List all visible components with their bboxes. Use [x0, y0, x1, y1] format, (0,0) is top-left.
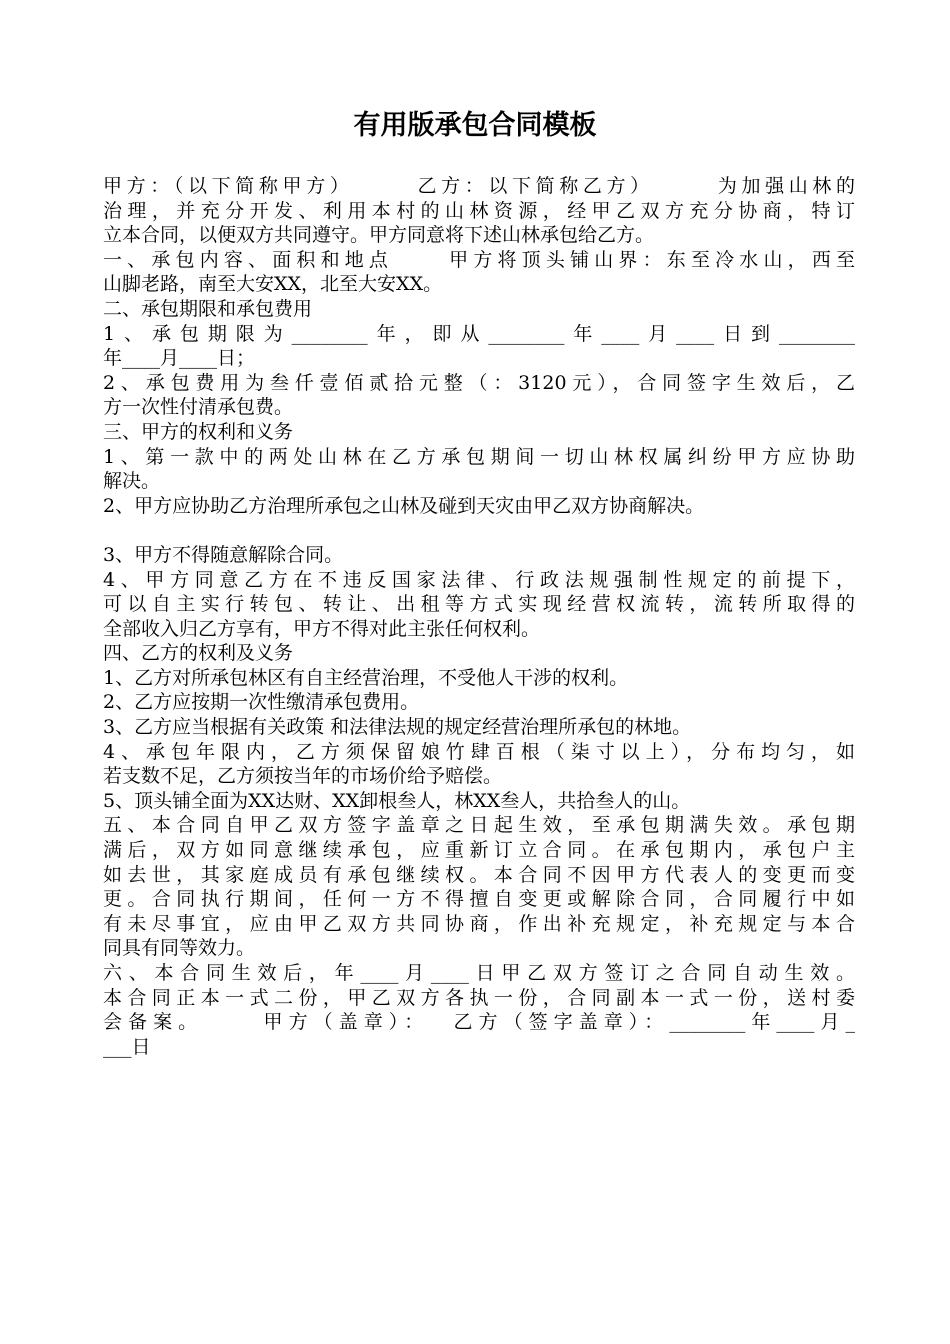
- text-line: 3、乙方应当根据有关政策 和法律法规的规定经营治理所承包的林地。: [103, 716, 692, 739]
- text-line: 3、甲方不得随意解除合同。: [103, 543, 344, 566]
- text-line: 1、乙方对所承包林区有自主经营治理，不受他人干涉的权利。: [103, 666, 629, 689]
- text-line: 二、承包期限和承包费用: [103, 297, 313, 320]
- text-line: 满后，双方如同意继续承包，应重新订立合同。在承包期内，承包户主: [103, 839, 855, 862]
- text-line: 1、承包期限为________年，即从________年____月____日到________: [103, 322, 855, 345]
- blank-line: [103, 518, 855, 543]
- text-line: 本合同正本一式二份，甲乙双方各执一份，合同副本一式一份，送村委: [103, 986, 855, 1009]
- text-line: 五、本合同自甲乙双方签字盖章之日起生效，至承包期满失效。承包期: [103, 814, 855, 837]
- text-line: 可以自主实行转包、转让、出租等方式实现经营权流转，流转所取得的: [103, 593, 855, 616]
- text-line: 若支数不足，乙方须按当年的市场价给予赔偿。: [103, 765, 503, 788]
- text-line: 有未尽事宜，应由甲乙双方共同协商，作出补充规定，补充规定与本合: [103, 912, 855, 935]
- text-line: 山脚老路，南至大安XX，北至大安XX。: [103, 273, 443, 296]
- text-line: 1、第一款中的两处山林在乙方承包期间一切山林权属纠纷甲方应协助: [103, 445, 855, 468]
- text-line: 4、甲方同意乙方在不违反国家法律、行政法规强制性规定的前提下，: [103, 568, 855, 591]
- text-line: 年____月____日；: [103, 347, 256, 370]
- text-line: 甲方：（以下简称甲方） 乙方：以下简称乙方） 为加强山林的: [103, 175, 855, 197]
- text-line: 四、乙方的权利及义务: [103, 642, 294, 665]
- text-line: 治理，并充分开发、利用本村的山林资源，经甲乙双方充分协商，特订: [103, 199, 855, 222]
- text-line: 六、本合同生效后，年____月____日甲乙双方签订之合同自动生效。: [103, 962, 855, 984]
- text-line: 4、承包年限内，乙方须保留娘竹肆百根（柒寸以上），分布均匀，如: [103, 740, 855, 763]
- text-line: 同具有同等效力。: [103, 937, 256, 960]
- text-line: 三、甲方的权利和义务: [103, 420, 294, 443]
- text-line: 立本合同，以便双方共同遵守。甲方同意将下述山林承包给乙方。: [103, 224, 655, 247]
- text-line: 一、承包内容、面积和地点 甲方将顶头铺山界：东至冷水山，西至: [103, 248, 855, 271]
- text-line: 2、甲方应协助乙方治理所承包之山林及碰到天灾由甲乙双方协商解决。: [103, 494, 705, 517]
- text-line: 会备案。 甲方（盖章）： 乙方（签字盖章）：________年____月_: [103, 1011, 855, 1034]
- text-line: 更。合同执行期间，任何一方不得擅自变更或解除合同，合同履行中如: [103, 888, 855, 911]
- text-line: 如去世，其家庭成员有承包继续权。本合同不因甲方代表人的变更而变: [103, 863, 855, 886]
- text-line: 解决。: [103, 470, 161, 493]
- text-line: 方一次性付清承包费。: [103, 396, 294, 419]
- text-line: ___日: [103, 1035, 151, 1058]
- text-line: 2、乙方应按期一次性缴清承包费用。: [103, 691, 420, 714]
- text-line: 5、顶头铺全面为XX达财、XX卸根叁人，林XX叁人，共拾叁人的山。: [103, 789, 691, 812]
- text-line: 全部收入归乙方享有，甲方不得对此主张任何权利。: [103, 617, 541, 640]
- contract-body: [103, 174, 855, 1059]
- text-line: 2、承包费用为叁仟壹佰贰拾元整（：3120元），合同签字生效后，乙: [103, 371, 855, 394]
- document-title: 有用版承包合同模板: [353, 110, 597, 141]
